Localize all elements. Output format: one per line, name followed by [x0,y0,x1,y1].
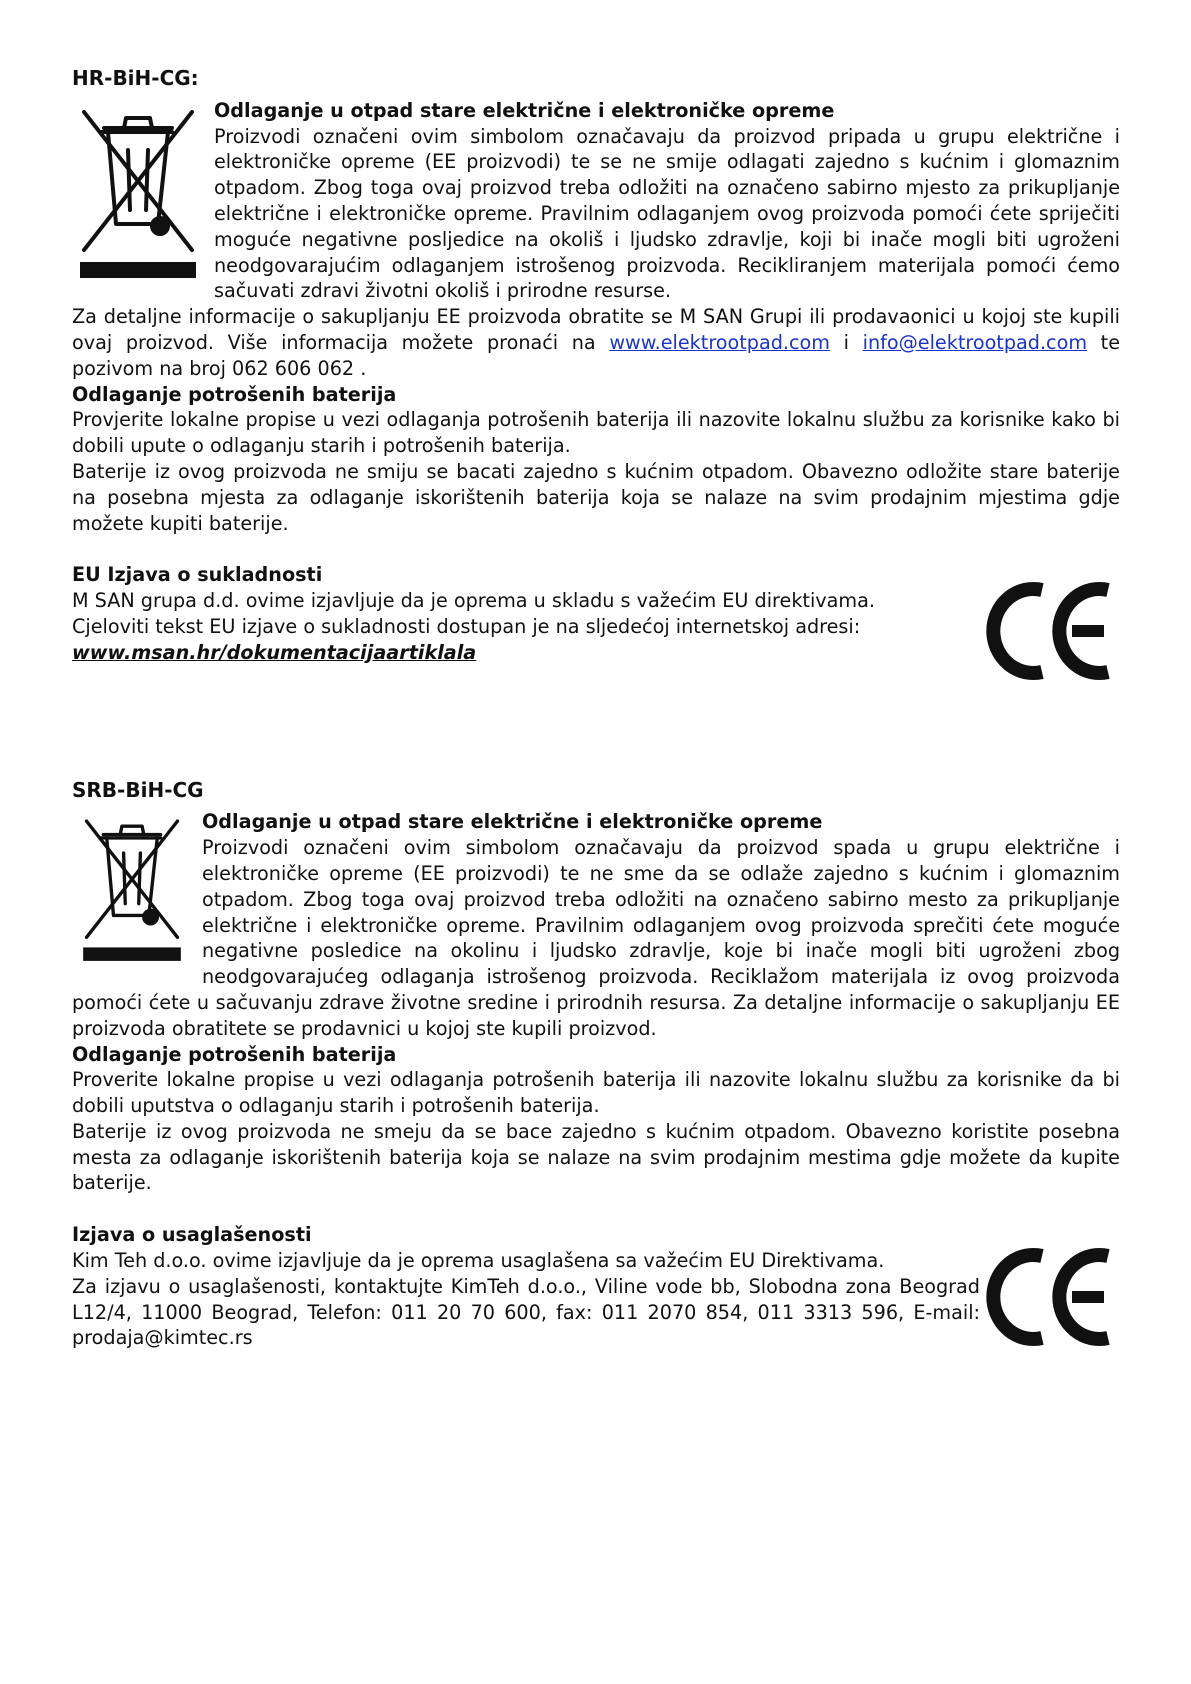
srb-declaration [72,1222,1120,1351]
srb-heading: SRB-BiH-CG [72,777,204,802]
srb-weee-text: Proizvodi označeni ovim simbolom označavaju da proizvod spada u grupu električne i elektroničke opreme (EE proizvodi) te ne sme da se odlaže zajedno s kućnim i glomaznim otpadom. Zbog toga ovaj proizvod treba odložiti na označeno sabirno mesto za prikupljanje električne i elektroničke opreme. Pravilnim odlaganjem ovog proizvoda sprečiti ćete moguće negativne posledice na okolinu i ljudsko zdravlje, koje bi inače mogli biti ugroženi zbog neodgovarajućeg odlaganja istrošenog proizvoda. Reciklažom materijala iz ovog proizvoda pomoći ćete u sačuvanju zdrave životne sredine i prirodnih resursa. Za detaljne informacije o sakupljanju EE proizvoda obratitete se prodavnici u kojoj ste kupili proizvod. [72,836,1120,1040]
hr-battery-title: Odlaganje potrošenih baterija [72,382,397,406]
hr-battery-text-2: Baterije iz ovog proizvoda ne smiju se bacati zajedno s kućnim otpadom. Obavezno odložite stare baterije na posebna mjesta za odlaganje iskorištenih baterija koja se nalaze na svim prodajnim mjestima gdje možete kupiti baterije. [72,459,1120,535]
srb-decl-text-2: Za izjavu o usaglašenosti, kontaktujte KimTeh d.o.o., Viline vode bb, Slobodna zona Beograd L12/4, 11000 Beograd, Telefon: 011 20 70 600, fax: 011 2070 854, 011 3313 596, E-mail: prodaja@kimtec.rs [72,1274,980,1350]
srb-decl-text-1: Kim Teh d.o.o. ovime izjavljuje da je oprema usaglašena sa važećim EU Direktivama. [72,1249,885,1273]
srb-battery-text-1: Proverite lokalne propise u vezi odlaganja potrošenih baterija ili nazovite lokalnu službu za korisnike da bi dobili uputstva o odlaganju starih i potrošenih baterija. [72,1068,1120,1118]
weee-bin-icon [72,811,192,971]
srb-battery-title: Odlaganje potrošenih baterija [72,1042,397,1066]
hr-heading: HR-BiH-CG: [72,66,199,90]
hr-weee-title: Odlaganje u otpad stare električne i elektroničke opreme [214,98,835,122]
elektrootpad-email-link[interactable]: info@elektrootpad.com [862,330,1088,354]
srb-weee-title: Odlaganje u otpad stare električne i elektroničke opreme [202,810,823,834]
document-page [72,66,1120,1351]
elektrootpad-web-link[interactable]: www.elektrootpad.com [609,330,830,354]
ce-mark-icon [980,1242,1120,1352]
srb-decl-title: Izjava o usaglašenosti [72,1223,312,1247]
hr-eu-text-1: M SAN grupa d.d. ovime izjavljuje da je oprema u skladu s važećim EU direktivama. [72,589,875,613]
ce-mark-icon [980,576,1120,686]
hr-weee-text: Proizvodi označeni ovim simbolom označavaju da proizvod pripada u grupu električne i elektroničke opreme (EE proizvodi) te se ne smije odlagati zajedno s kućnim i glomaznim otpadom. Zbog toga ovaj proizvod treba odložiti na označeno sabirno mjesto za prikupljanje električne i elektroničke opreme. Pravilnim odlaganjem ovog proizvoda pomoći ćete spriječiti moguće negativne posljedice na okoliš i ljudsko zdravlje, koji bi inače mogli biti ugroženi neodgovarajućim odlaganjem istrošenog proizvoda. Recikliranjem materijala pomoći ćemo sačuvati zdravi životni okoliš i prirodne resurse. [214,124,1120,303]
srb-battery-text-2: Baterije iz ovog proizvoda ne smeju da se bace zajedno s kućnim otpadom. Obavezno koristite posebna mesta za odlaganje iskorištenih baterija koja se nalaze na svim prodajnim mestima gdje možete da kupite baterije. [72,1119,1120,1195]
srb-weee-block [72,809,1120,1041]
hr-eu-text-2: Cjeloviti tekst EU izjave o sukladnosti dostupan je na sljedećoj internetskoj adresi: [72,614,861,638]
hr-eu-title: EU Izjava o sukladnosti [72,563,323,587]
msan-doc-link[interactable]: www.msan.hr/dokumentacijaartiklala [72,640,477,664]
weee-bin-icon [72,100,204,290]
hr-info-paragraph: Za detaljne informacije o sakupljanju EE proizvoda obratite se M SAN Grupi ili prodavaonici u kojoj ste kupili ovaj proizvod. Više informacija možete pronaći na www.elektrootpad.com i info@elektrootpad.com te pozivom na broj 062 606 062 . [72,305,1120,380]
hr-battery-text-1: Provjerite lokalne propise u vezi odlaganja potrošenih baterija ili nazovite lokalnu službu za korisnike kako bi dobili upute o odlaganju starih i potrošenih baterija. [72,408,1120,458]
hr-weee-block [72,98,1120,304]
hr-eu-declaration [72,562,1120,665]
